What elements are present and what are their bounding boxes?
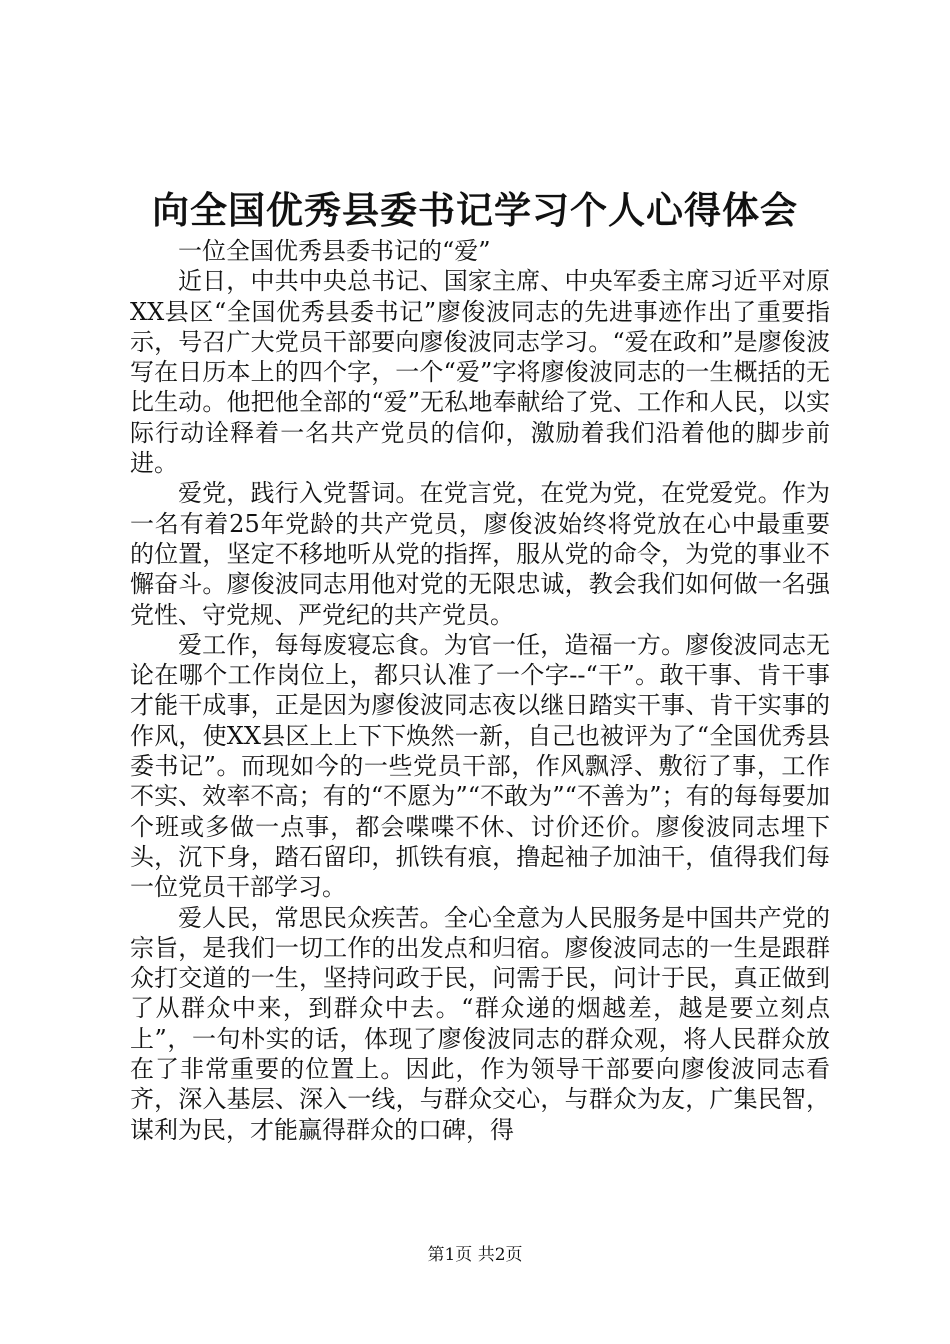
document-title: 向全国优秀县委书记学习个人心得体会	[152, 188, 798, 232]
page-number-footer: 第1页 共2页	[427, 1245, 523, 1265]
paragraph-intro: 近日，中共中央总书记、国家主席、中央军委主席习近平对原XX县区“全国优秀县委书记”廖俊波同志的先进事迹作出了重要指示，号召广大党员干部要向廖俊波同志学习。“爱在政和”是廖俊波写在日历本上的四个字，一个“爱”字将廖俊波同志的一生概括的无比生动。他把他全部的“爱”无私地奉献给了党、工作和人民，以实际行动诠释着一名共产党员的信仰，激励着我们沿着他的脚步前进。	[130, 267, 830, 478]
paragraph-love-work: 爱工作，每每废寝忘食。为官一任，造福一方。廖俊波同志无论在哪个工作岗位上，都只认准了一个字--“干”。敢干事、肯干事才能干成事，正是因为廖俊波同志夜以继日踏实干事、肯干实事的作风，使XX县区上上下下焕然一新，自己也被评为了“全国优秀县委书记”。而现如今的一些党员干部，作风飘浮、敷衍了事，工作不实、效率不高；有的“不愿为”“不敢为”“不善为”；有的每每要加个班或多做一点事，都会喋喋不休、讨价还价。廖俊波同志埋下头，沉下身，踏石留印，抓铁有痕，撸起袖子加油干，值得我们每一位党员干部学习。	[130, 630, 830, 902]
paragraph-love-party: 爱党，践行入党誓词。在党言党，在党为党，在党爱党。作为一名有着25年党龄的共产党员，廖俊波始终将党放在心中最重要的位置，坚定不移地听从党的指挥，服从党的命令，为党的事业不懈奋斗。廖俊波同志用他对党的无限忠诚，教会我们如何做一名强党性、守党规、严党纪的共产党员。	[130, 479, 830, 629]
document-body	[130, 236, 830, 1145]
paragraph-subtitle: 一位全国优秀县委书记的“爱”	[178, 237, 491, 265]
paragraph-love-people: 爱人民，常思民众疾苦。全心全意为人民服务是中国共产党的宗旨，是我们一切工作的出发点和归宿。廖俊波同志的一生是跟群众打交道的一生，坚持问政于民，问需于民，问计于民，真正做到了从群众中来，到群众中去。“群众递的烟越差，越是要立刻点上”，一句朴实的话，体现了廖俊波同志的群众观，将人民群众放在了非常重要的位置上。因此，作为领导干部要向廖俊波同志看齐，深入基层、深入一线，与群众交心，与群众为友，广集民智，谋利为民，才能赢得群众的口碑，得	[130, 903, 830, 1144]
